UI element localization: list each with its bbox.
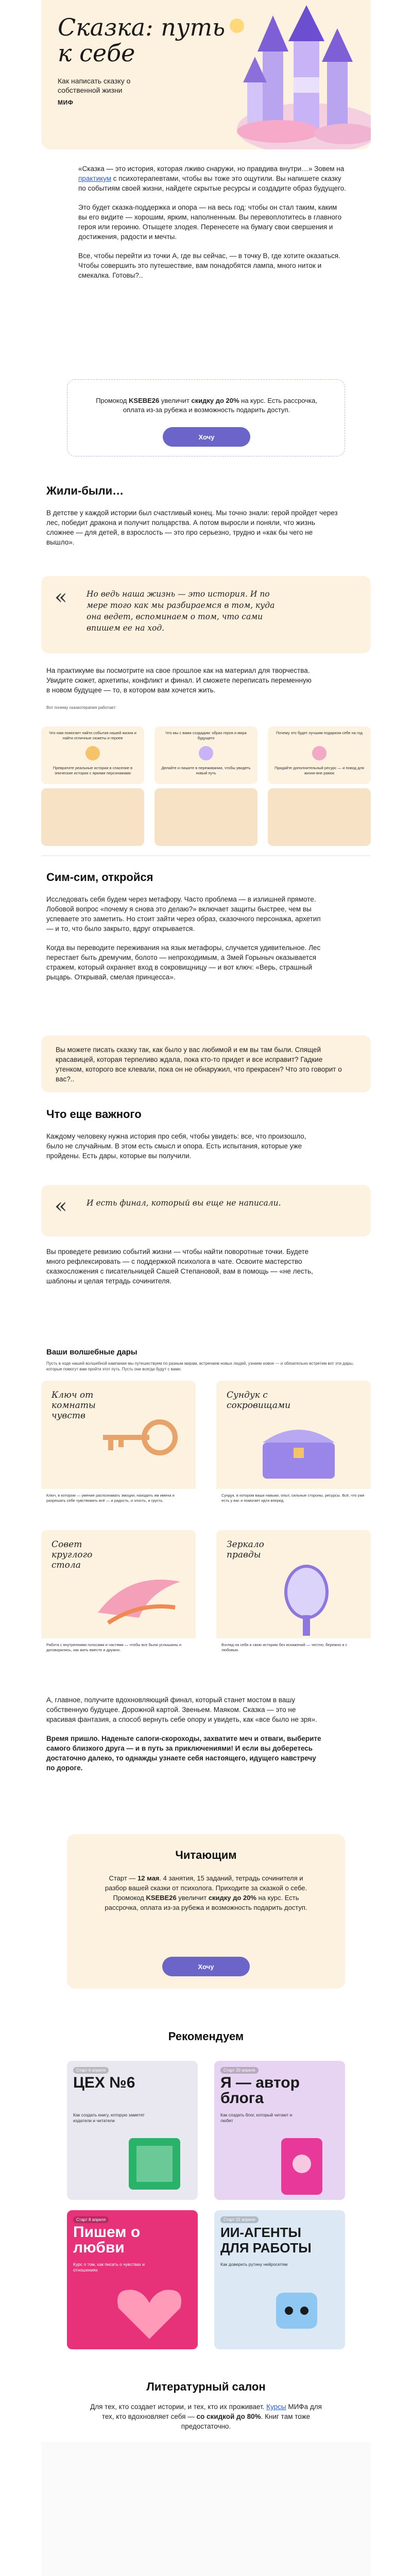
section-paragraph: На практикуме вы посмотрите на свое прошлое как на материал для творчества. Увидите сюжет, архетипы, конфликт и финал. И сможете переписать переменную в новом будущее — то, в котором вам хочется жить. xyxy=(46,667,312,694)
benefit-cards xyxy=(41,726,371,845)
course-card[interactable]: Старт 6 апреля ЦЕХ №6 Как создать книгу, которую заметят издатели и читатели xyxy=(67,2061,198,2200)
gift-card-round-table: Совет круглого стола Работа с внутренними голосами и частями — чтобы все были услышаны и договорились, как жить вместе и дружно. xyxy=(41,1530,196,1669)
sparkle-icon xyxy=(85,746,100,760)
course-card[interactable]: Старт 8 апреля Пишем о любви Курс о том, как писать о чувствах и отношениях xyxy=(67,2210,198,2349)
promo-discount: скидку до 20% xyxy=(191,397,239,404)
robot-icon xyxy=(255,2282,338,2344)
readers-text: Старт — 12 мая. 4 занятия, 15 заданий, тетрадь сочинителя и разбор вашей сказки от психолога. Приходите за сказкой о себе. Промокод KSEBE26 увеличит скидку до 20% на курс. Есть рассрочка, оплата из-за рубежа и возможность подарить доступ. xyxy=(105,1874,307,1911)
quote-block xyxy=(41,1185,371,1236)
cards-caption: Вот почему сказкотерапия работает: xyxy=(46,705,117,710)
section-important xyxy=(41,1108,371,1161)
promo-discount: скидку до 20% xyxy=(208,1894,256,1902)
section-paragraph-bold: Время пришло. Наденьте сапоги-скороходы, захватите меч и отваги, выберите самого близкого друга — и в путь за приключениями! И если вы доберетесь достаточно далеко, то однажды узнаете себя настоящего, идущего навстречу по дороге. xyxy=(46,1735,321,1772)
section-once-upon xyxy=(41,484,371,547)
quote-mark-icon: « xyxy=(55,585,67,609)
section-open-sesame xyxy=(41,871,371,982)
section-heading: Жили-были… xyxy=(46,484,124,497)
gift-card-key: Ключ от комнаты чувств Ключ, в котором — умение распознавать эмоции, находить им имена и разрешать себе чувствовать всё — и радость, и злость, и грусть. xyxy=(41,1381,196,1520)
promo-text: Промокод KSEBE26 увеличит скидку до 20% на курс. Есть рассрочка, оплата из-за рубежа и возможность подарить доступ. xyxy=(96,397,317,414)
gifts-grid xyxy=(41,1381,371,1690)
benefit-card xyxy=(41,788,144,846)
recommended-heading: Рекомендуем xyxy=(168,2030,244,2043)
gift-card-chest: Сундук с сокровищами Сундук, в котором ваши навыки, опыт, сильные стороны, ресурсы. Всё, что уже есть у вас и помогает идти вперед. xyxy=(216,1381,371,1520)
brand-logo[interactable]: МИФ xyxy=(58,99,74,106)
section-paragraph: В детстве у каждой истории был счастливый конец. Мы точно знали: герой пройдет через лес, победит дракона и получит полцарства. А потом выросли и поняли, что жизнь сложнее — для детей, в взрослость — это про серьезно, трудно и «как бы чего не вышло». xyxy=(46,509,338,546)
quote-mark-icon: « xyxy=(55,1194,67,1218)
phone-icon xyxy=(266,2133,338,2195)
section-heading: Сим-сим, откройся xyxy=(46,871,153,884)
hero-subtitle: Как написать сказку о собственной жизни xyxy=(58,77,131,94)
gift-card-mirror: Зеркало правды Взгляд на себя и свою историю без искажений — честно, бережно и с любовью. xyxy=(216,1530,371,1669)
hero-banner xyxy=(41,0,371,149)
intro-paragraph-2: Это будет сказка-поддержка и опора — на весь год: чтобы он стал таким, каким вы его видите — хорошим, ярким, наполненным. Вы перевоплотитесь в главного героя или героиню. Отыщете злодея. Перенесете на бумагу свои свершения и достижения, радости и мечты. xyxy=(78,204,342,241)
salon-section xyxy=(41,2380,371,2431)
mirror-icon xyxy=(268,1561,345,1638)
hero-title: Сказка: путь к себе xyxy=(58,13,226,67)
want-button[interactable]: Хочу xyxy=(162,1957,250,1976)
chest-icon xyxy=(252,1417,345,1484)
promo-box xyxy=(67,379,345,456)
gifts-intro: Пусть в ходе нашей волшебной кампании мы путешествуем по разным мирам, встречаем новых людей, узнаем новое — и обязательно встретим вот эти дары, которые помогут вам пройти этот путь. Пусть они всегда будут с вами. xyxy=(46,1361,354,1371)
quote-text: Но ведь наша жизнь — это история. И по мере того как мы разбираемся в том, куда она ведет, вспоминаем о том, что сами впишем ее на ход. xyxy=(87,589,275,633)
salon-heading: Литературный салон xyxy=(146,2380,266,2393)
divider xyxy=(41,855,371,856)
intro-section xyxy=(41,164,371,280)
intro-paragraph-1: «Сказка — это история, которая лживо снаружи, но правдива внутри…» Зовем на практикум с психотерапевтами, чтобы вы тоже это ощутили. Вы напишете сказку по событиям своей жизни, найдете скрытые ресурсы и создадите образ будущего. xyxy=(78,165,346,192)
gifts-header xyxy=(41,1348,371,1372)
start-date: 12 мая xyxy=(138,1874,160,1882)
salon-text: Для тех, кто создает истории, и тех, кто их проживает. Курсы МИФа для тех, кто вдохновляет себя — со скидкой до 80%. Книг там тоже предостаточно. xyxy=(90,2403,322,2430)
quote-text: И есть финал, который вы еще не написали. xyxy=(87,1198,281,1208)
bird-icon xyxy=(88,1561,191,1633)
quote-block xyxy=(41,576,371,653)
readers-promo xyxy=(67,1834,345,1989)
intro-paragraph-3: Все, чтобы перейти из точки А, где вы сейчас, — в точку B, где хотите оказаться. Чтобы совершить это путешествие, вам понадобятся лампа, много ниток и смекалка. Готовы?.. xyxy=(78,252,340,279)
section-heading: Что еще важного xyxy=(46,1108,142,1121)
course-card[interactable]: Старт 20 апреля Я — автор блога Как создать блог, который читают и любят xyxy=(214,2061,345,2200)
final-section xyxy=(41,1695,371,1773)
key-icon xyxy=(93,1412,185,1484)
course-card[interactable]: Старт 22 апреля ИИ-АГЕНТЫ ДЛЯ РАБОТЫ Как доверить рутину нейросетям xyxy=(214,2210,345,2349)
courses-link[interactable]: Курсы xyxy=(266,2403,286,2411)
gift-icon xyxy=(312,746,327,760)
benefit-card xyxy=(268,788,371,846)
gifts-heading: Ваши волшебные дары xyxy=(46,1348,138,1357)
benefit-card: Что нам помогает найти события нашей жизни и найти отличные сюжеты и героев Превратите реальные истории в спасение в эпические истории с яркими персонажами xyxy=(41,726,144,784)
benefit-card: Почему это будет лучшим подарком себе на год Придайте дополнительный ресурс — и повод для жизни вне рамок xyxy=(268,726,371,784)
section-paragraph: Исследовать себя будем через метафору. Часто проблема — в излишней прямоте. Лобовой вопрос «почему я снова это делаю?» включает защиты быстрее, чем вы успеваете это заметить. Но стоит зайти через образ, сказочного персонажа, архетип — и то, что было закрыто, вдруг открывается. xyxy=(46,895,321,933)
readers-heading: Читающим xyxy=(175,1849,237,1861)
section-paragraph: Вы проведете ревизию событий жизни — чтобы найти поворотные точки. Будете много рефлексировать — с поддержкой психолога в чате. Освоите мастерство сказкосложения с писательницей Сашей Степановой, вам в помощь — «не лесть, шаблоны и целая тетрадь сочинителя. xyxy=(46,1248,313,1285)
promo-code: KSEBE26 xyxy=(129,397,160,404)
spacer xyxy=(41,2442,371,2576)
section-paragraph: Каждому человеку нужна история про себя, чтобы увидеть: все, что произошло, было не случайным. В этом есть смысл и опора. Есть испытания, которые уже пройдены. Есть дары, которые вы получили. xyxy=(46,1132,306,1160)
heart-icon xyxy=(108,2282,191,2344)
lamp-icon xyxy=(199,746,213,760)
section-once-upon-2 xyxy=(41,666,371,710)
book-icon xyxy=(118,2133,191,2195)
story-card: Вы можете писать сказку так, как было у вас любимой и ем вы там были. Спящей красавицей, которая терпеливо ждала, пока кто-то придет и все исправит? Гадкие утенком, которого все клевали, пока он не обнаружил, что прекрасен? Что это говорит о вас?.. xyxy=(41,1036,371,1092)
section-paragraph: А, главное, получите вдохновляющий финал, который станет мостом в вашу собственную будущее. Дорожной картой. Звеньем. Маяком. Сказка — это не красивая фантазия, а способ вернуть себе опору и увидеть, как «все было не зря». xyxy=(46,1696,317,1723)
want-button[interactable]: Хочу xyxy=(163,427,250,447)
castle-illustration xyxy=(216,0,371,149)
benefit-card: Что мы с вами создадим: образ героя и мира будущего Делайте и пишите в переживании, чтобы увидеть новый путь xyxy=(154,726,258,784)
practicum-link[interactable]: практикум xyxy=(78,175,112,182)
benefit-card xyxy=(154,788,258,846)
promo-code: KSEBE26 xyxy=(146,1894,177,1902)
section-paragraph: Когда вы переводите переживания на язык метафоры, случается удивительное. Лес перестает быть дремучим, болото — непроходимым, а Змей Горыныч оказывается стражем, который охраняет вход в сокровищницу — и вот ключ: «Верь, страшный рыцарь. Открывай, смелая принцесса». xyxy=(46,944,321,981)
section-important-2 xyxy=(41,1247,371,1286)
recommended-header xyxy=(41,2030,371,2043)
